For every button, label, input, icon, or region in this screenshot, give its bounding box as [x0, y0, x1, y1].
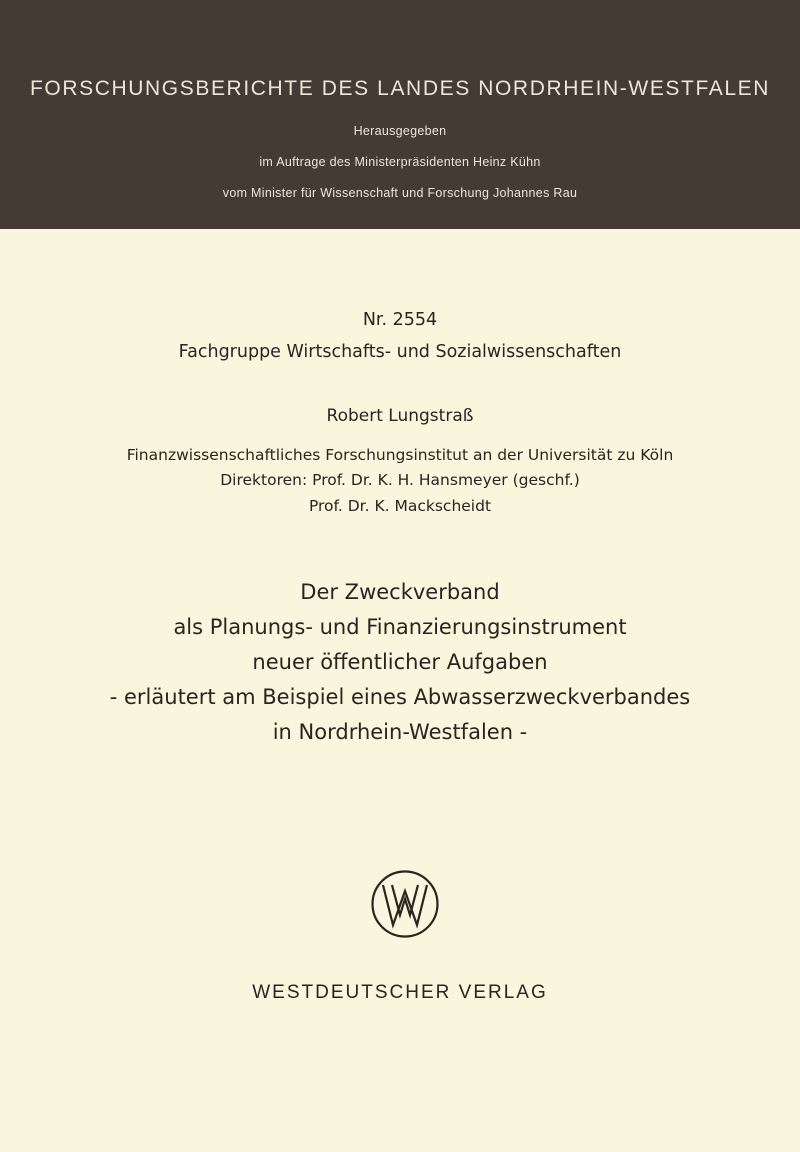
title-line-3: neuer öffentlicher Aufgaben	[252, 650, 548, 674]
editor-line-2: im Auftrage des Ministerpräsidenten Heinz Kühn	[259, 155, 541, 169]
author-name: Robert Lungstraß	[326, 406, 474, 426]
cover-body	[0, 229, 800, 1152]
directors-line-1: Direktoren: Prof. Dr. K. H. Hansmeyer (geschf.)	[220, 471, 580, 489]
title-line-1: Der Zweckverband	[300, 580, 500, 604]
ww-monogram-logo-icon	[370, 869, 440, 939]
title-line-5: in Nordrhein-Westfalen -	[272, 720, 528, 744]
book-title	[0, 575, 800, 750]
series-title: FORSCHUNGSBERICHTE DES LANDES NORDRHEIN-WESTFALEN	[30, 77, 770, 100]
fachgruppe: Fachgruppe Wirtschafts- und Sozialwissenschaften	[178, 342, 622, 362]
title-line-2: als Planungs- und Finanzierungsinstrument	[173, 615, 627, 639]
report-number: Nr. 2554	[362, 310, 438, 330]
title-line-4: - erläutert am Beispiel eines Abwasserzweckverbandes	[109, 685, 691, 709]
series-header	[0, 0, 800, 229]
editor-line-3: vom Minister für Wissenschaft und Forschung Johannes Rau	[222, 186, 578, 200]
affiliation: Finanzwissenschaftliches Forschungsinstitut an der Universität zu Köln	[126, 446, 674, 464]
editor-line-1: Herausgegeben	[353, 124, 447, 138]
directors-line-2: Prof. Dr. K. Mackscheidt	[308, 497, 492, 515]
publisher-name: WESTDEUTSCHER VERLAG	[252, 982, 548, 1003]
